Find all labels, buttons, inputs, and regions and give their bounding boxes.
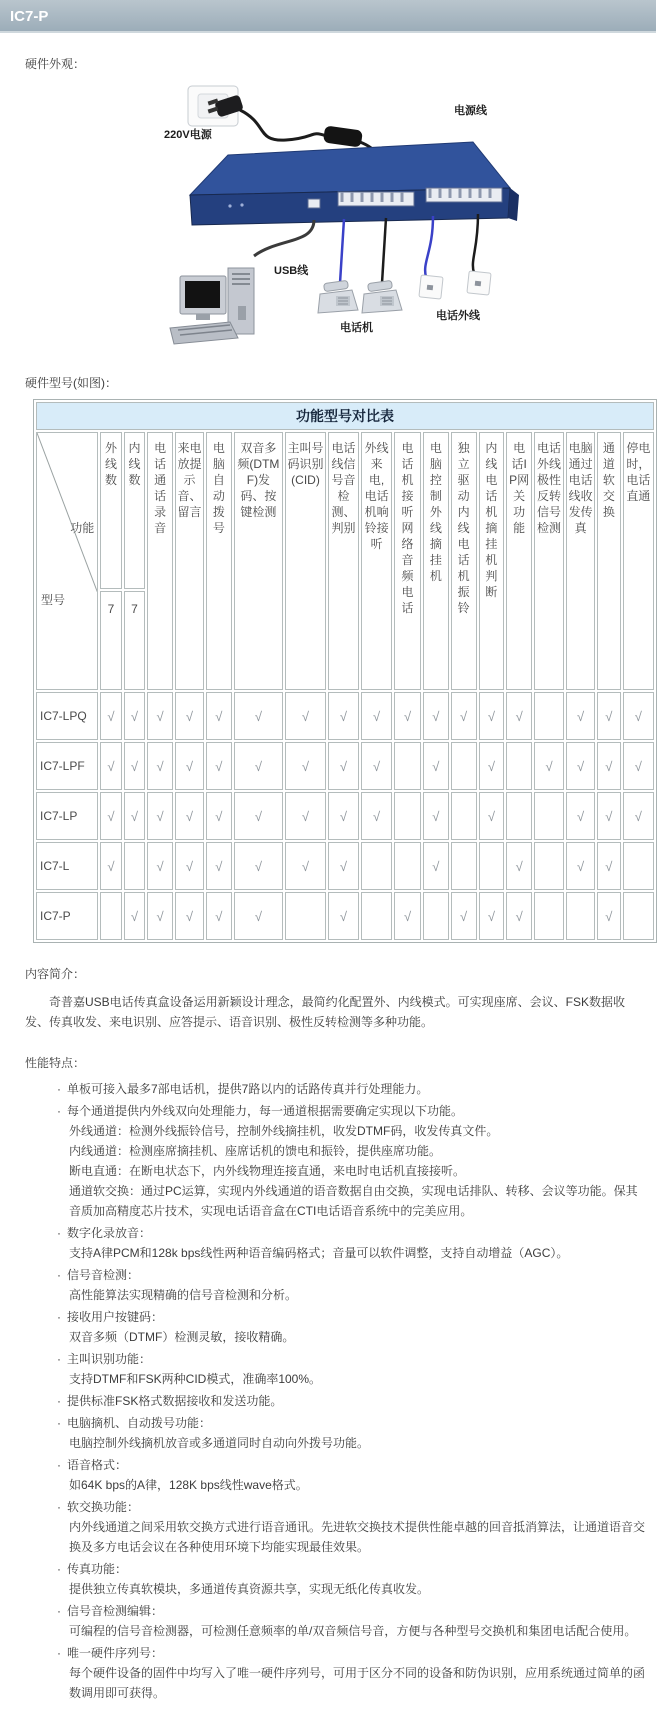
feature-detail: 断电直通：在断电状态下，内外线物理连接直通，来电时电话机直接接听。: [69, 1164, 466, 1178]
intro-heading: 内容简介：: [25, 967, 86, 981]
check-mark: √: [479, 692, 505, 740]
check-mark: √: [234, 742, 283, 790]
check-mark: √: [285, 742, 326, 790]
check-mark: √: [361, 742, 392, 790]
bullet-dot: ·: [57, 1352, 61, 1366]
label-telephone: 电话机: [340, 322, 373, 334]
bullet-dot: ·: [57, 1416, 61, 1430]
empty-cell: [479, 842, 505, 890]
column-header: 电脑通过电话线收发传真: [566, 432, 595, 690]
check-mark: √: [100, 842, 121, 890]
bullet-dot: ·: [57, 1646, 61, 1660]
intro-paragraph: 奇普嘉USB电话传真盒设备运用新颖设计理念，最简约化配置外、内线模式。可实现座席、会议、FSK数据收发、传真收发、来电识别、应答提示、语音识别、极性反转检测等多种功能。: [25, 995, 626, 1029]
empty-cell: [566, 892, 595, 940]
feature-detail: 内外线通道之间采用软交换方式进行语音通讯。先进软交换技术提供性能卓越的回音抵消算法，让通道语音交换及多方电话会议在各种使用环境下均能实现最佳效果。: [69, 1520, 646, 1554]
column-header: 电话线信号音检测、判别: [328, 432, 359, 690]
feature-item: [57, 1391, 649, 1411]
telephone-1: [318, 280, 358, 313]
column-header: 电话外线极性反转信号检测: [534, 432, 564, 690]
check-mark: √: [623, 792, 654, 840]
check-mark: √: [147, 792, 173, 840]
phone-port-bank-1: [338, 192, 414, 206]
check-mark: √: [285, 842, 326, 890]
empty-cell: [623, 892, 654, 940]
column-header: 主叫号码识别(CID): [285, 432, 326, 690]
empty-cell: [623, 842, 654, 890]
corner-label-function: 功能: [70, 521, 95, 535]
computer: [170, 268, 254, 344]
check-mark: √: [479, 792, 505, 840]
hardware-illustration-svg: [128, 80, 558, 352]
check-mark: √: [394, 892, 421, 940]
feature-detail: 支持A律PCM和128k bps线性两种语音编码格式；音量可以软件调整，支持自动增益（AGC）。: [69, 1246, 569, 1260]
empty-cell: [534, 792, 564, 840]
check-mark: √: [100, 742, 121, 790]
check-mark: √: [597, 842, 621, 890]
check-mark: √: [175, 892, 204, 940]
empty-cell: [394, 742, 421, 790]
feature-title: 单板可接入最多7部电话机，提供7路以内的话路传真并行处理能力。: [67, 1082, 429, 1096]
feature-item: [57, 1307, 649, 1327]
led-indicator: [240, 203, 243, 206]
corner-cell: [36, 432, 98, 690]
check-mark: √: [506, 842, 532, 890]
check-mark: √: [206, 742, 232, 790]
usb-port: [308, 199, 320, 208]
model-name: IC7-LP: [36, 792, 98, 840]
feature-detail: 可编程的信号音检测器，可检测任意频率的单/双音频信号音，方便与各种型号交换机和集团电话配合使用。: [69, 1624, 637, 1638]
table-row: [36, 842, 654, 890]
check-mark: √: [566, 742, 595, 790]
features-list: [0, 1079, 649, 1703]
wall-jack-2: [467, 271, 491, 295]
feature-detail: 支持DTMF和FSK两种CID模式，准确率100%。: [69, 1372, 322, 1386]
check-mark: √: [285, 792, 326, 840]
column-header: 外线来电,电话机响铃接听: [361, 432, 392, 690]
check-mark: √: [175, 742, 204, 790]
label-outlet: 220V电源: [164, 129, 212, 141]
check-mark: √: [534, 742, 564, 790]
check-mark: √: [124, 892, 145, 940]
model-name: IC7-P: [36, 892, 98, 940]
diagonal-line: [37, 433, 97, 689]
usb-cable: [254, 220, 314, 256]
comparison-table: [33, 399, 657, 943]
check-mark: √: [234, 842, 283, 890]
check-mark: √: [147, 842, 173, 890]
label-usb-cable: USB线: [274, 265, 309, 277]
feature-title: 信号音检测：: [67, 1268, 140, 1282]
check-mark: √: [175, 792, 204, 840]
empty-cell: [506, 792, 532, 840]
feature-item: [57, 1497, 649, 1517]
feature-title: 语音格式：: [67, 1458, 128, 1472]
check-mark: √: [566, 842, 595, 890]
feature-item: [57, 1265, 649, 1285]
bullet-dot: ·: [57, 1310, 61, 1324]
check-mark: √: [147, 892, 173, 940]
feature-item: [57, 1643, 649, 1663]
model-name: IC7-L: [36, 842, 98, 890]
model-name: IC7-LPQ: [36, 692, 98, 740]
check-mark: √: [423, 742, 449, 790]
bullet-dot: ·: [57, 1268, 61, 1282]
column-header: 内线数: [124, 432, 145, 589]
hardware-appearance-heading: 硬件外观：: [25, 57, 86, 71]
check-mark: √: [234, 892, 283, 940]
check-mark: √: [328, 892, 359, 940]
feature-item: [57, 1559, 649, 1579]
table-title: 功能型号对比表: [36, 402, 654, 430]
check-mark: √: [597, 742, 621, 790]
empty-cell: [451, 742, 477, 790]
bullet-dot: ·: [57, 1104, 61, 1118]
check-mark: √: [328, 792, 359, 840]
feature-title: 数字化录放音：: [67, 1226, 152, 1240]
column-header: 外线数: [100, 432, 121, 589]
check-mark: √: [597, 692, 621, 740]
bullet-dot: ·: [57, 1394, 61, 1408]
table-row: [36, 742, 654, 790]
outside-line-cable-black: [473, 214, 478, 273]
feature-title: 电脑摘机、自动拨号功能：: [67, 1416, 212, 1430]
check-mark: √: [100, 692, 121, 740]
column-header: 电话机接听网络音频电话: [394, 432, 421, 690]
bullet-dot: ·: [57, 1458, 61, 1472]
feature-title: 每个通道提供内外线双向处理能力，每一通道根据需要确定实现以下功能。: [67, 1104, 464, 1118]
page-title: IC7-P: [0, 0, 656, 33]
check-mark: √: [206, 842, 232, 890]
phone-cable-blue-1: [340, 219, 344, 283]
feature-detail: 高性能算法实现精确的信号音检测和分析。: [69, 1288, 298, 1302]
check-mark: √: [328, 842, 359, 890]
feature-detail: 外线通道：检测外线振铃信号，控制外线摘挂机，收发DTMF码，收发传真文件。: [69, 1124, 499, 1138]
bullet-dot: ·: [57, 1082, 61, 1096]
empty-cell: [534, 892, 564, 940]
column-header: 来电放提示音、留言: [175, 432, 204, 690]
feature-detail: 每个硬件设备的固件中均写入了唯一硬件序列号，可用于区分不同的设备和防伪识别，应用系统通过简单的函数调用即可获得。: [69, 1666, 646, 1700]
check-mark: √: [423, 842, 449, 890]
empty-cell: [285, 892, 326, 940]
table-row: [36, 692, 654, 740]
empty-cell: [361, 842, 392, 890]
empty-cell: [394, 792, 421, 840]
empty-cell: [100, 892, 121, 940]
feature-item: [57, 1413, 649, 1433]
check-mark: √: [597, 892, 621, 940]
hardware-model-heading: 硬件型号(如图)：: [25, 376, 117, 390]
check-mark: √: [175, 842, 204, 890]
check-mark: √: [479, 892, 505, 940]
check-mark: √: [234, 792, 283, 840]
phone-cable-black-1: [382, 218, 386, 283]
bullet-dot: ·: [57, 1500, 61, 1514]
check-mark: √: [394, 692, 421, 740]
corner-label-model: 型号: [41, 593, 66, 607]
check-mark: √: [451, 892, 477, 940]
check-mark: √: [423, 692, 449, 740]
device-chassis: [190, 142, 519, 225]
bullet-dot: ·: [57, 1226, 61, 1240]
column-header: 电话通话录音: [147, 432, 173, 690]
feature-title: 接收用户按键码：: [67, 1310, 164, 1324]
check-mark: √: [285, 692, 326, 740]
column-header: 通道软交换: [597, 432, 621, 690]
check-mark: √: [124, 742, 145, 790]
power-adapter: [323, 125, 363, 147]
column-header: 电话IP网关功能: [506, 432, 532, 690]
model-name: IC7-LPF: [36, 742, 98, 790]
check-mark: √: [479, 742, 505, 790]
check-mark: √: [234, 692, 283, 740]
empty-cell: [506, 742, 532, 790]
empty-cell: [534, 842, 564, 890]
empty-cell: [423, 892, 449, 940]
feature-title: 传真功能：: [67, 1562, 128, 1576]
outside-line-cable-blue: [425, 216, 433, 277]
empty-cell: [361, 892, 392, 940]
empty-cell: [534, 692, 564, 740]
check-mark: √: [423, 792, 449, 840]
bullet-dot: ·: [57, 1562, 61, 1576]
column-header: 内线电话机摘挂机判断: [479, 432, 505, 690]
check-mark: √: [124, 792, 145, 840]
column-header: 双音多频(DTMF)发码、按键检测: [234, 432, 283, 690]
feature-title: 提供标准FSK格式数据接收和发送功能。: [67, 1394, 283, 1408]
feature-detail: 双音多频（DTMF）检测灵敏，接收精确。: [69, 1330, 295, 1344]
feature-item: [57, 1601, 649, 1621]
phone-port-bank-2: [426, 188, 502, 202]
column-header: 停电时，电话直通: [623, 432, 654, 690]
check-mark: √: [451, 692, 477, 740]
feature-item: [57, 1079, 649, 1099]
check-mark: √: [506, 692, 532, 740]
feature-detail: 内线通道：检测座席摘挂机、座席话机的馈电和振铃，提供座席功能。: [69, 1144, 442, 1158]
check-mark: √: [566, 792, 595, 840]
led-indicator: [228, 204, 231, 207]
check-mark: √: [206, 892, 232, 940]
wall-jack-1: [419, 275, 443, 299]
check-mark: √: [506, 892, 532, 940]
empty-cell: [124, 842, 145, 890]
feature-title: 信号音检测编辑：: [67, 1604, 164, 1618]
feature-item: [57, 1101, 649, 1121]
column-subvalue: 7: [100, 591, 121, 690]
feature-item: [57, 1455, 649, 1475]
check-mark: √: [147, 692, 173, 740]
check-mark: √: [206, 792, 232, 840]
bullet-dot: ·: [57, 1604, 61, 1618]
table-row: [36, 892, 654, 940]
feature-item: [57, 1223, 649, 1243]
telephone-2: [362, 280, 402, 313]
column-header: 电脑自动拨号: [206, 432, 232, 690]
hardware-illustration: [128, 80, 558, 352]
check-mark: √: [361, 792, 392, 840]
table-row: [36, 792, 654, 840]
feature-detail: 电脑控制外线摘机放音或多通道同时自动向外拨号功能。: [69, 1436, 370, 1450]
empty-cell: [451, 792, 477, 840]
feature-title: 唯一硬件序列号：: [67, 1646, 164, 1660]
column-subvalue: 7: [124, 591, 145, 690]
check-mark: √: [566, 692, 595, 740]
empty-cell: [394, 842, 421, 890]
feature-title: 主叫识别功能：: [67, 1352, 152, 1366]
check-mark: √: [328, 742, 359, 790]
column-header: 独立驱动内线电话机振铃: [451, 432, 477, 690]
check-mark: √: [597, 792, 621, 840]
feature-detail: 通道软交换：通过PC运算，实现内外线通道的语音数据自由交换，实现电话排队、转移、会议等功能。保其音质加高精度芯片技术，实现电话语音盒在CTI电话语音系统中的完美应用。: [69, 1184, 638, 1218]
feature-detail: 如64K bps的A律，128K bps线性wave格式。: [69, 1478, 308, 1492]
column-header: 电脑控制外线摘挂机: [423, 432, 449, 690]
check-mark: √: [623, 742, 654, 790]
feature-detail: 提供独立传真软模块，多通道传真资源共享，实现无纸化传真收发。: [69, 1582, 430, 1596]
check-mark: √: [361, 692, 392, 740]
check-mark: √: [206, 692, 232, 740]
feature-title: 软交换功能：: [67, 1500, 140, 1514]
label-power-cable: 电源线: [454, 105, 487, 117]
features-heading: 性能特点：: [25, 1056, 86, 1070]
check-mark: √: [623, 692, 654, 740]
label-outside-line: 电话外线: [436, 310, 480, 322]
check-mark: √: [175, 692, 204, 740]
empty-cell: [451, 842, 477, 890]
feature-item: [57, 1349, 649, 1369]
check-mark: √: [147, 742, 173, 790]
check-mark: √: [328, 692, 359, 740]
check-mark: √: [100, 792, 121, 840]
check-mark: √: [124, 692, 145, 740]
power-cable: [240, 110, 326, 140]
